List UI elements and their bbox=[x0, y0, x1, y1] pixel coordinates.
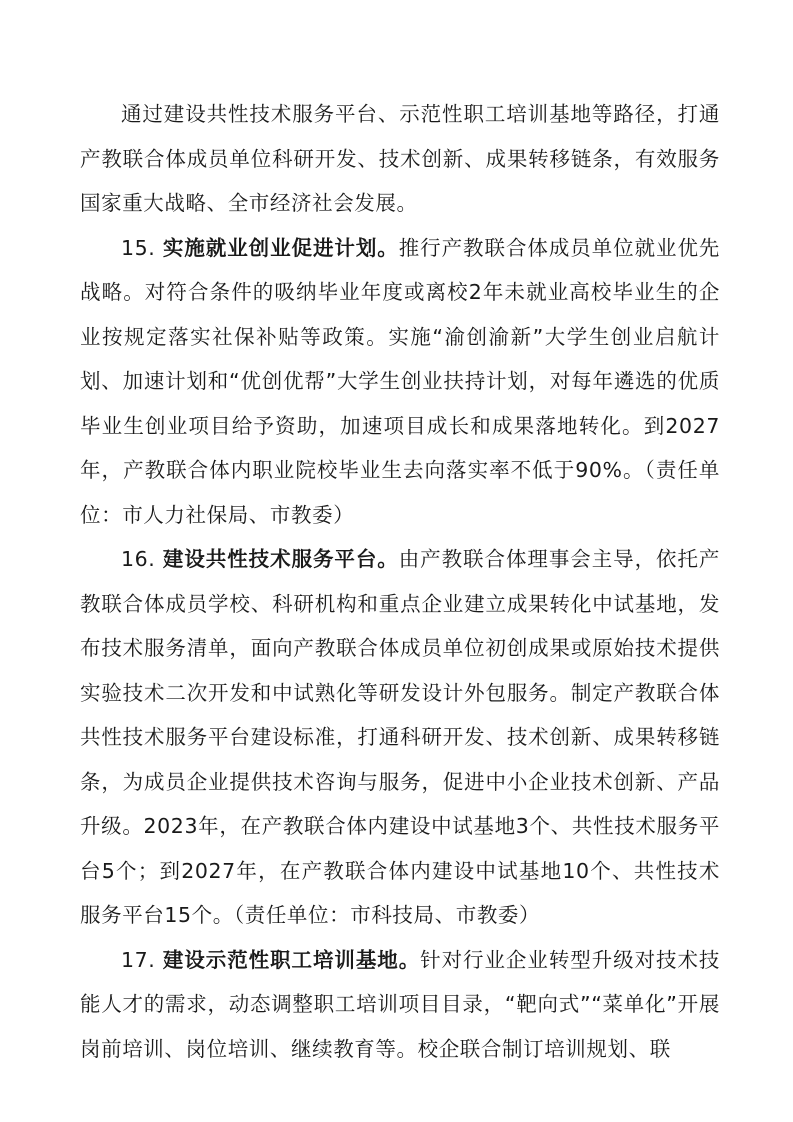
item-heading: 建设示范性职工培训基地。 bbox=[162, 947, 421, 972]
paragraph-item-15 bbox=[80, 226, 720, 538]
item-number: 15. bbox=[121, 235, 156, 260]
paragraph-text: 推行产教联合体成员单位就业优先战略。对符合条件的吸纳毕业年度或离校2年未就业高校毕业生的企业按规定落实社保补贴等政策。实施“渝创渝新”大学生创业启航计划、加速计划和“优创优帮”大学生创业扶持计划，对每年遴选的优质毕业生创业项目给予资助，加速项目成长和成果落地转化。到2027年，产教联合体内职业院校毕业生去向落实率不低于90%。（责任单位：市人力社保局、市教委） bbox=[80, 235, 721, 527]
item-number: 17. bbox=[121, 947, 156, 972]
document-page bbox=[80, 92, 720, 1071]
paragraph-text: 通过建设共性技术服务平台、示范性职工培训基地等路径，打通产教联合体成员单位科研开发、技术创新、成果转移链条，有效服务国家重大战略、全市经济社会发展。 bbox=[80, 102, 720, 215]
paragraph-intro bbox=[80, 92, 720, 226]
paragraph-text: 针对行业企业转型升级对技术技能人才的需求，动态调整职工培训项目目录，“靶向式”“菜单化”开展岗前培训、岗位培训、继续教育等。校企联合制订培训规划、联 bbox=[80, 947, 721, 1061]
item-number: 16. bbox=[121, 547, 156, 571]
paragraph-text: 由产教联合体理事会主导，依托产教联合体成员学校、科研机构和重点企业建立成果转化中试基地，发布技术服务清单，面向产教联合体成员单位初创成果或原始技术提供实验技术二次开发和中试熟化等研发设计外包服务。制定产教联合体共性技术服务平台建设标准，打通科研开发、技术创新、成果转移链条，为成员企业提供技术咨询与服务，促进中小企业技术创新、产品升级。2023年，在产教联合体内建设中试基地3个、共性技术服务平台5个；到2027年，在产教联合体内建设中试基地10个、共性技术服务平台15个。（责任单位：市科技局、市教委） bbox=[80, 547, 721, 927]
paragraph-item-16 bbox=[80, 537, 720, 938]
item-heading: 实施就业创业促进计划。 bbox=[162, 235, 399, 260]
paragraph-item-17 bbox=[80, 938, 720, 1072]
item-heading: 建设共性技术服务平台。 bbox=[162, 547, 399, 571]
